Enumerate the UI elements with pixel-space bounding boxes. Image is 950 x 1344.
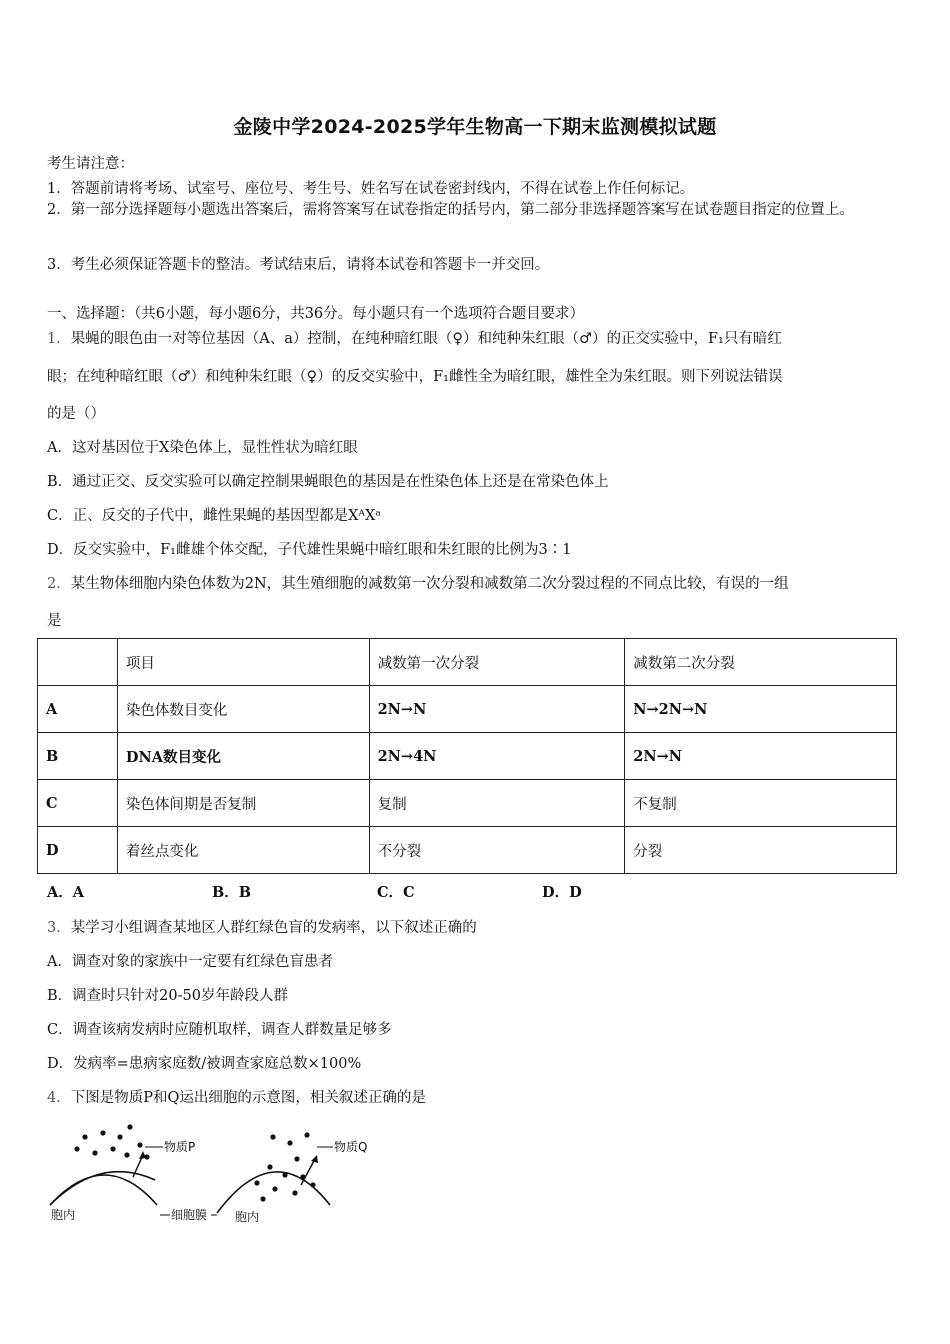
q4-number: 4． bbox=[47, 1090, 71, 1106]
table-cell: C bbox=[38, 780, 118, 827]
q1-stem-line-2: 眼；在纯种暗红眼（♂）和纯种朱红眼（♀）的反交实验中，F₁雌性全为暗红眼，雄性全为朱红眼。则下列说法错误 bbox=[47, 369, 783, 385]
table-row bbox=[38, 686, 897, 733]
section-heading: 一、选择题：（共6小题，每小题6分，共36分。每小题只有一个选项符合题目要求） bbox=[47, 306, 585, 322]
q2-stem-line-1: 某生物体细胞内染色体数为2N，其生殖细胞的减数第一次分裂和减数第二次分裂过程的不同点比较，有误的一组 bbox=[70, 576, 789, 592]
q1-option-b: B．通过正交、反交实验可以确定控制果蝇眼色的基因是在性染色体上还是在常染色体上 bbox=[47, 474, 609, 490]
table-cell: 复制 bbox=[369, 780, 625, 827]
q1-option-c: C．正、反交的子代中，雌性果蝇的基因型都是XᴬXᵃ bbox=[47, 508, 381, 524]
table-header-cell: 减数第二次分裂 bbox=[625, 639, 897, 686]
q3-line-1 bbox=[47, 916, 477, 937]
notice-item-1: 1．答题前请将考场、试室号、座位号、考生号、姓名写在试卷密封线内，不得在试卷上作任何标记。 bbox=[47, 181, 695, 197]
q2-line-1 bbox=[47, 572, 789, 593]
label-inside-right: 胞内 bbox=[235, 1210, 260, 1224]
notice-heading: 考生请注意： bbox=[47, 156, 134, 172]
table-cell: 染色体间期是否复制 bbox=[117, 780, 369, 827]
substance-q-particles bbox=[254, 1132, 315, 1201]
q3-option-c: C．调查该病发病时应随机取样，调查人群数量足够多 bbox=[47, 1022, 392, 1038]
label-substance-p: 物质P bbox=[164, 1140, 196, 1154]
q2-stem-line-2: 是 bbox=[47, 613, 62, 629]
table-cell: N→2N→N bbox=[625, 686, 897, 733]
q2-comparison-table bbox=[37, 638, 897, 874]
q2-choice-d: D．D bbox=[542, 884, 582, 901]
table-cell: 2N→4N bbox=[369, 733, 625, 780]
q3-option-a: A．调查对象的家族中一定要有红绿色盲患者 bbox=[47, 954, 333, 970]
table-cell: 分裂 bbox=[625, 827, 897, 874]
right-arrowhead bbox=[311, 1155, 318, 1163]
table-cell: 染色体数目变化 bbox=[117, 686, 369, 733]
right-membrane-curve bbox=[217, 1172, 330, 1213]
q1-line-1 bbox=[47, 327, 782, 348]
q1-option-d: D．反交实验中，F₁雌雄个体交配，子代雄性果蝇中暗红眼和朱红眼的比例为3∶1 bbox=[47, 542, 572, 558]
table-cell: 着丝点变化 bbox=[117, 827, 369, 874]
q2-choice-c: C．C bbox=[377, 884, 415, 901]
q3-option-d: D．发病率=患病家庭数/被调查家庭总数×100% bbox=[47, 1056, 362, 1072]
left-arrowhead bbox=[139, 1151, 146, 1159]
table-header-cell bbox=[38, 639, 118, 686]
table-cell: 2N→N bbox=[369, 686, 625, 733]
notice-item-3: 3．考生必须保证答题卡的整洁。考试结束后，请将本试卷和答题卡一并交回。 bbox=[47, 257, 550, 273]
table-cell: A bbox=[38, 686, 118, 733]
table-cell: D bbox=[38, 827, 118, 874]
table-row bbox=[38, 780, 897, 827]
table-cell: DNA数目变化 bbox=[117, 733, 369, 780]
q1-stem-line-3: 的是（） bbox=[47, 406, 105, 422]
q3-number: 3． bbox=[47, 920, 71, 936]
q2-choice-b: B．B bbox=[212, 884, 252, 901]
transport-diagram bbox=[45, 1115, 385, 1230]
right-transport-arrow bbox=[301, 1159, 315, 1185]
table-cell: 2N→N bbox=[625, 733, 897, 780]
table-row bbox=[38, 827, 897, 874]
label-inside-left: 胞内 bbox=[51, 1208, 76, 1222]
notice-item-2: 2．第一部分选择题每小题选出答案后，需将答案写在试卷指定的括号内，第二部分非选择题答案写在试卷题目指定的位置上。 bbox=[47, 202, 854, 218]
page-title: 金陵中学2024-2025学年生物高一下期末监测模拟试题 bbox=[233, 116, 717, 138]
table-header-cell: 减数第一次分裂 bbox=[369, 639, 625, 686]
label-membrane: 细胞膜 bbox=[171, 1208, 208, 1222]
q1-option-a: A．这对基因位于X染色体上，显性性状为暗红眼 bbox=[47, 440, 358, 456]
table-cell: B bbox=[38, 733, 118, 780]
q2-choice-a: A．A bbox=[47, 884, 85, 901]
q3-option-b: B．调查时只针对20-50岁年龄段人群 bbox=[47, 988, 288, 1004]
q4-line-1 bbox=[47, 1086, 426, 1107]
q1-number: 1． bbox=[47, 331, 71, 347]
left-membrane-curve bbox=[50, 1175, 157, 1205]
q3-stem: 某学习小组调查某地区人群红绿色盲的发病率，以下叙述正确的 bbox=[70, 920, 477, 936]
table-row bbox=[38, 733, 897, 780]
table-header-cell: 项目 bbox=[117, 639, 369, 686]
q2-number: 2． bbox=[47, 576, 71, 592]
table-cell: 不分裂 bbox=[369, 827, 625, 874]
q1-stem-line-1: 果蝇的眼色由一对等位基因（A、a）控制，在纯种暗红眼（♀）和纯种朱红眼（♂）的正交实验中，F₁只有暗红 bbox=[70, 331, 782, 347]
table-cell: 不复制 bbox=[625, 780, 897, 827]
substance-p-particles bbox=[74, 1124, 149, 1159]
label-substance-q: 物质Q bbox=[334, 1140, 368, 1154]
q4-stem: 下图是物质P和Q运出细胞的示意图，相关叙述正确的是 bbox=[70, 1090, 426, 1106]
table-header-row bbox=[38, 639, 897, 686]
